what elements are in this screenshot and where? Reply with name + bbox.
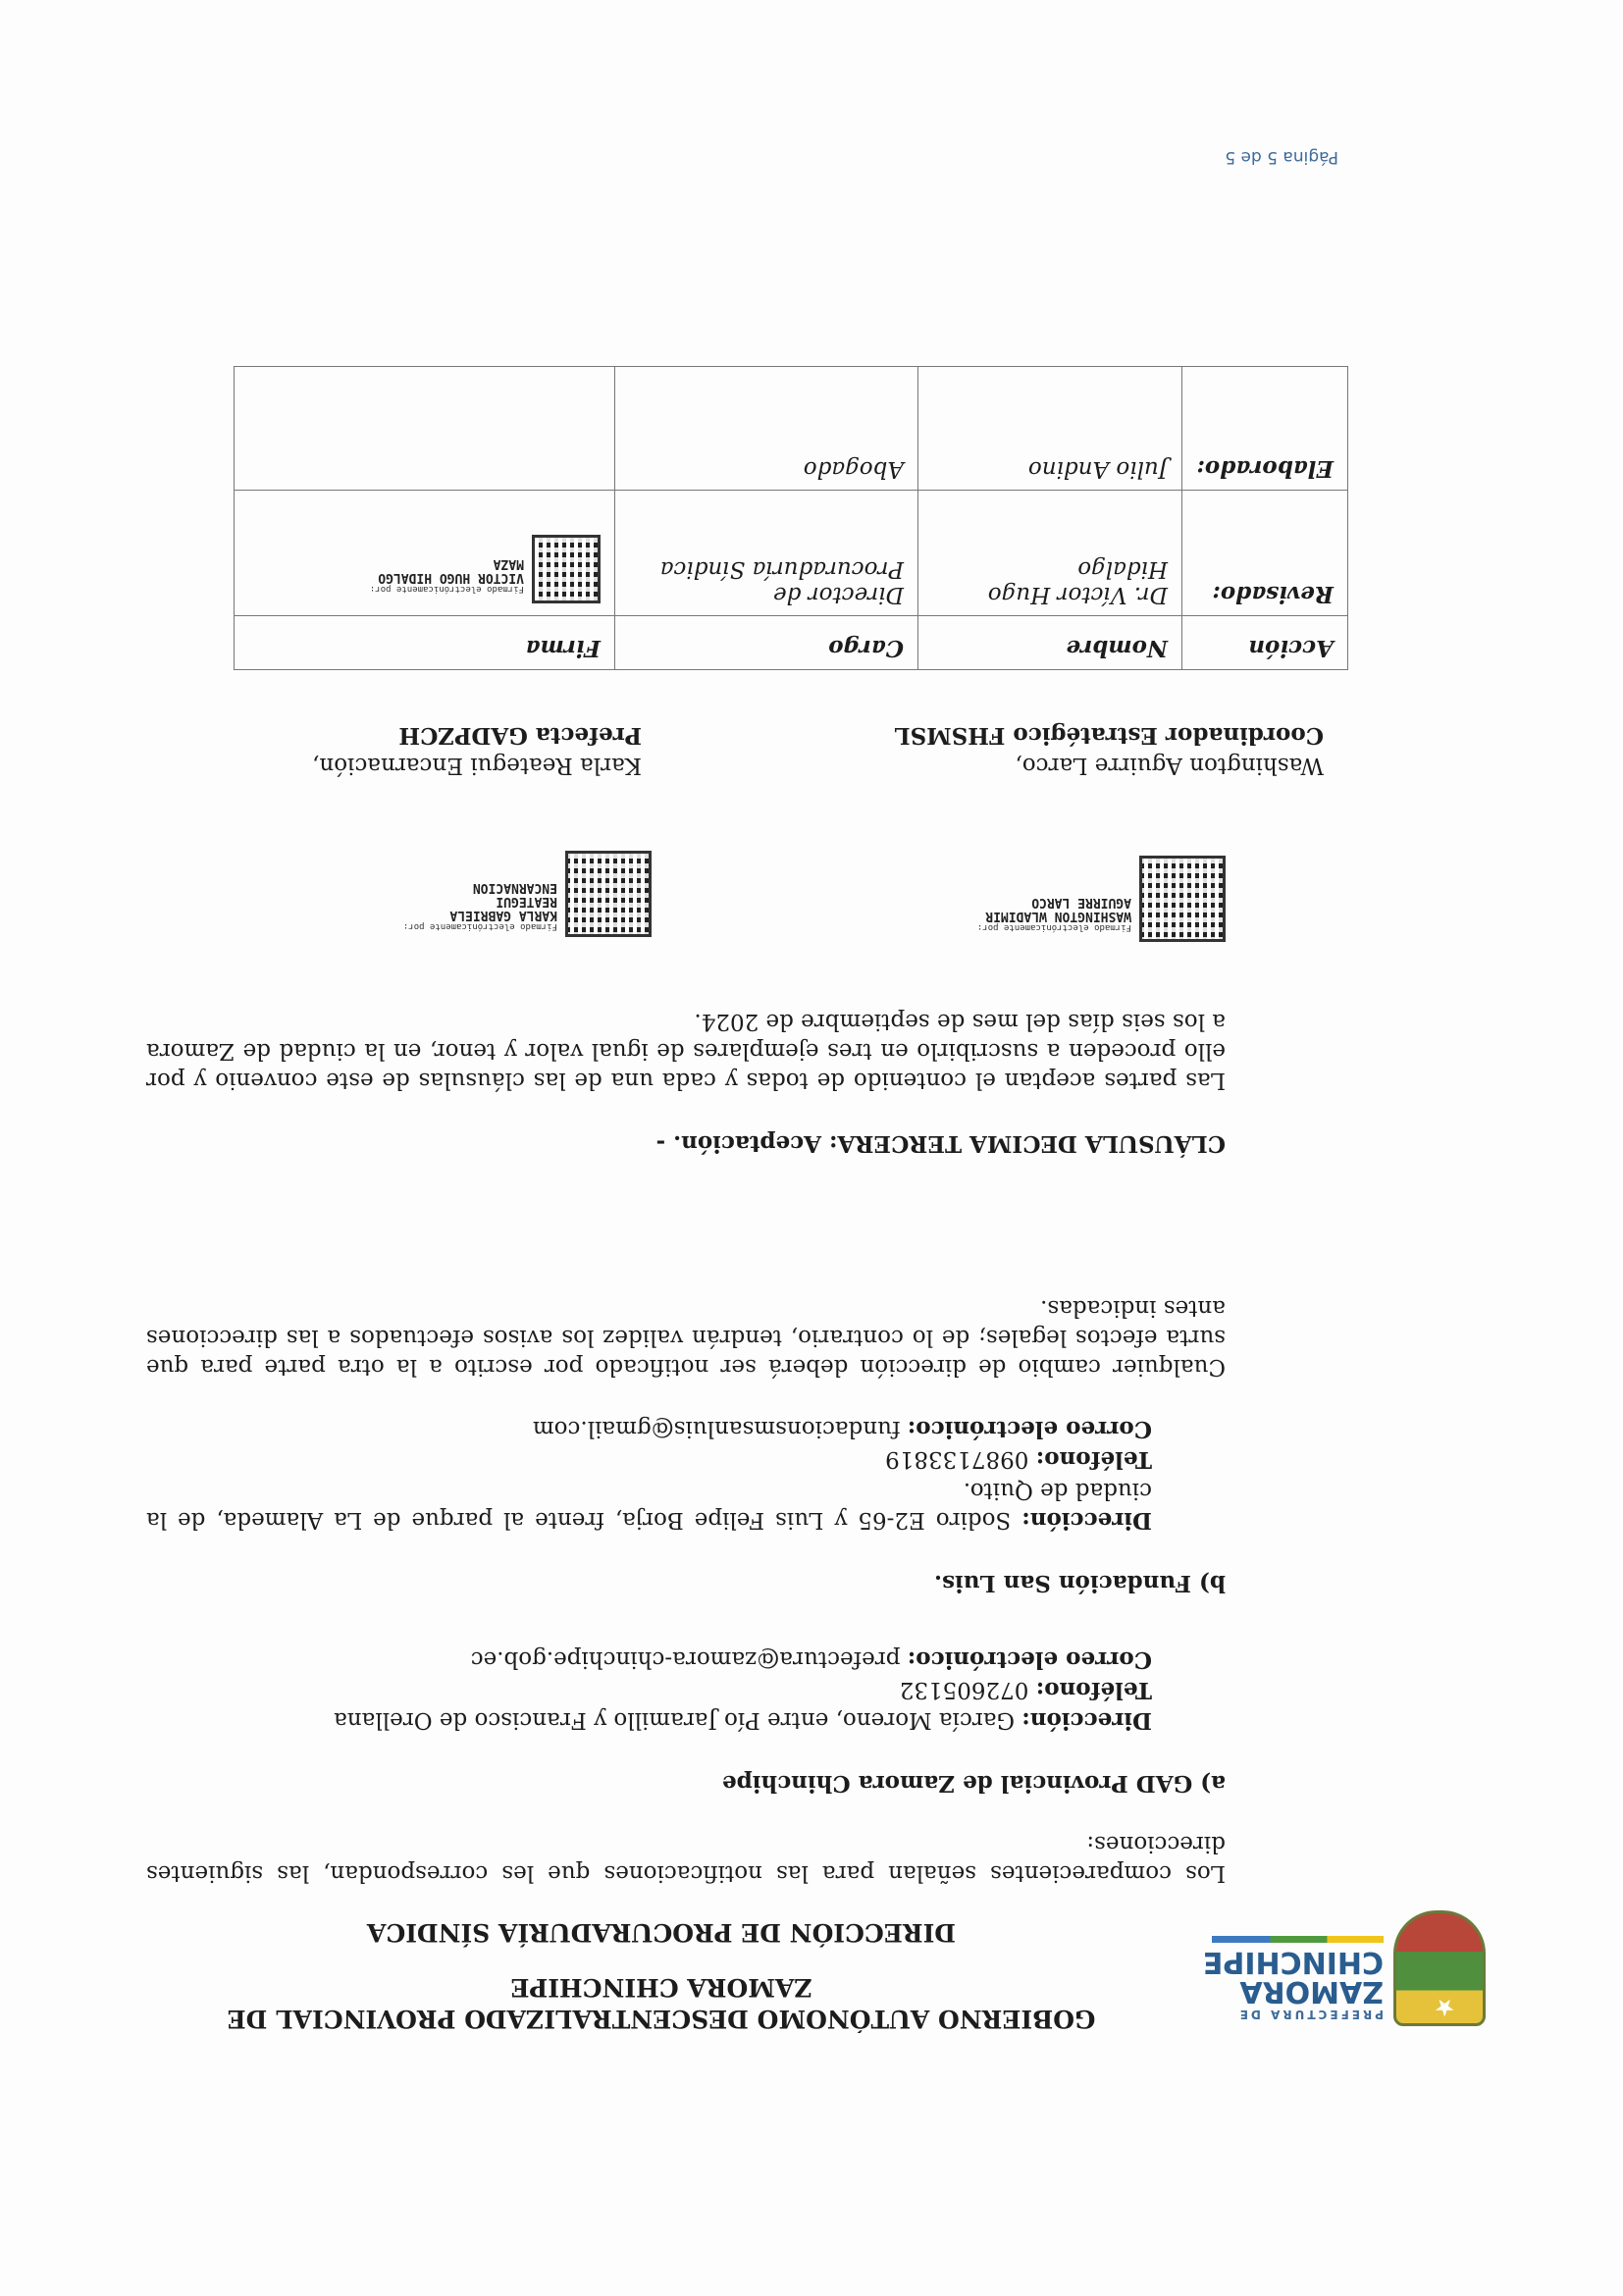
header-line-1: GOBIERNO AUTÓNOMO DESCENTRALIZADO PROVINCIAL DE — [227, 2005, 1096, 2033]
row-action: Revisado: — [1182, 491, 1348, 616]
col-header-role: Cargo — [615, 616, 918, 670]
review-table — [234, 366, 1348, 670]
row-action: Elaborado: — [1182, 367, 1348, 491]
row-signature: Firmado electrónicamente por: VICTOR HUGO HIDALGO MAZA — [235, 491, 615, 616]
row-signature — [235, 367, 615, 491]
province-crest-icon: ★ — [1393, 1910, 1486, 2026]
row-name: Julio Andino — [918, 367, 1182, 491]
table-row — [235, 491, 1348, 616]
signature-block-reategui — [328, 843, 652, 937]
clause-13-title: CLÁUSULA DECIMA TERCERA: Aceptación. - — [655, 1130, 1226, 1157]
brand-color-bar — [1212, 1936, 1384, 1943]
brand-line-1: ZAMORA — [1239, 1974, 1384, 2009]
page-number: Página 5 de 5 — [1225, 147, 1338, 167]
signer-line: AGUIRRE LARCO — [1031, 895, 1131, 910]
signature-caption: Firmado electrónicamente por: — [976, 922, 1131, 932]
party-a-email: Correo electrónico: prefectura@zamora-chinchipe.gob.ec — [470, 1646, 1152, 1673]
signer-line: KARLA GABRIELA — [449, 908, 557, 922]
party-b-address: Dirección: Sodiro E2-65 y Luis Felipe Borja, frente al parque de La Alameda, de la ciudad de Quito. — [146, 1478, 1152, 1534]
signer-name-aguirre: Washington Aguirre Larco, — [1015, 753, 1324, 778]
header-line-2: ZAMORA CHINCHIPE — [510, 1973, 812, 2002]
party-b-title: b) Fundación San Luis. — [934, 1570, 1226, 1596]
header-line-3: DIRECCIÓN DE PROCURADURÍA SÍNDICA — [367, 1918, 957, 1947]
intro-paragraph: Los comparecientes señalan para las notificaciones que les correspondan, las siguientes direcciones: — [146, 1831, 1226, 1886]
signer-role-reategui: Prefecta GADPZCH — [398, 722, 642, 749]
party-a-phone: Teléfono: 072605132 — [899, 1677, 1152, 1703]
row-name: Dr. Víctor Hugo Hidalgo — [918, 491, 1182, 616]
address-change-paragraph: Cualquier cambio de dirección deberá ser notificado por escrito a la otra parte para que surta efectos legales; de lo contrario, tendrán validez los avisos efectuados a las direcciones antes indicadas. — [146, 1295, 1226, 1380]
party-b-email: Correo electrónico: fundacionsmsanluis@gmail.com — [532, 1416, 1152, 1442]
signature-block-aguirre — [902, 848, 1226, 942]
signer-line: WASHINGTON WLADIMIR — [985, 909, 1131, 923]
signer-role-aguirre: Coordinador Estratégico FHSMSL — [894, 722, 1324, 749]
col-header-name: Nombre — [918, 616, 1182, 670]
qr-code-icon — [532, 535, 601, 603]
row-role: Abogado — [615, 367, 918, 491]
party-b-phone: Teléfono: 0987133819 — [885, 1446, 1152, 1473]
signature-caption: Firmado electrónicamente por: — [402, 921, 557, 931]
party-a-title: a) GAD Provincial de Zamora Chinchipe — [722, 1770, 1226, 1797]
signer-line: ENCARNACION — [472, 880, 557, 895]
col-header-action: Acción — [1182, 616, 1348, 670]
col-header-sign: Firma — [235, 616, 615, 670]
table-row — [235, 367, 1348, 491]
signer-line: REATEGUI — [496, 894, 557, 909]
brand-prefix: PREFECTURA DE — [1236, 2008, 1384, 2021]
signer-name-reategui: Karla Reategui Encarnación, — [312, 753, 642, 778]
table-header-row — [235, 616, 1348, 670]
qr-code-icon — [1139, 856, 1226, 942]
clause-13-text: Las partes aceptan el contenido de todas y cada una de las cláusulas de este convenio y por ello proceden a suscribirlo en tres ejemplares de igual valor y tenor, en la ciudad de Zamora a los seis días del mes de septiembre de 2024. — [146, 1009, 1226, 1093]
qr-code-icon — [565, 851, 652, 937]
brand-line-2: CHINCHIPE — [1202, 1945, 1384, 1979]
party-a-address: Dirección: García Moreno, entre Pío Jaramillo y Francisco de Orellana — [334, 1707, 1152, 1734]
row-role: Director de Procuraduría Síndica — [615, 491, 918, 616]
